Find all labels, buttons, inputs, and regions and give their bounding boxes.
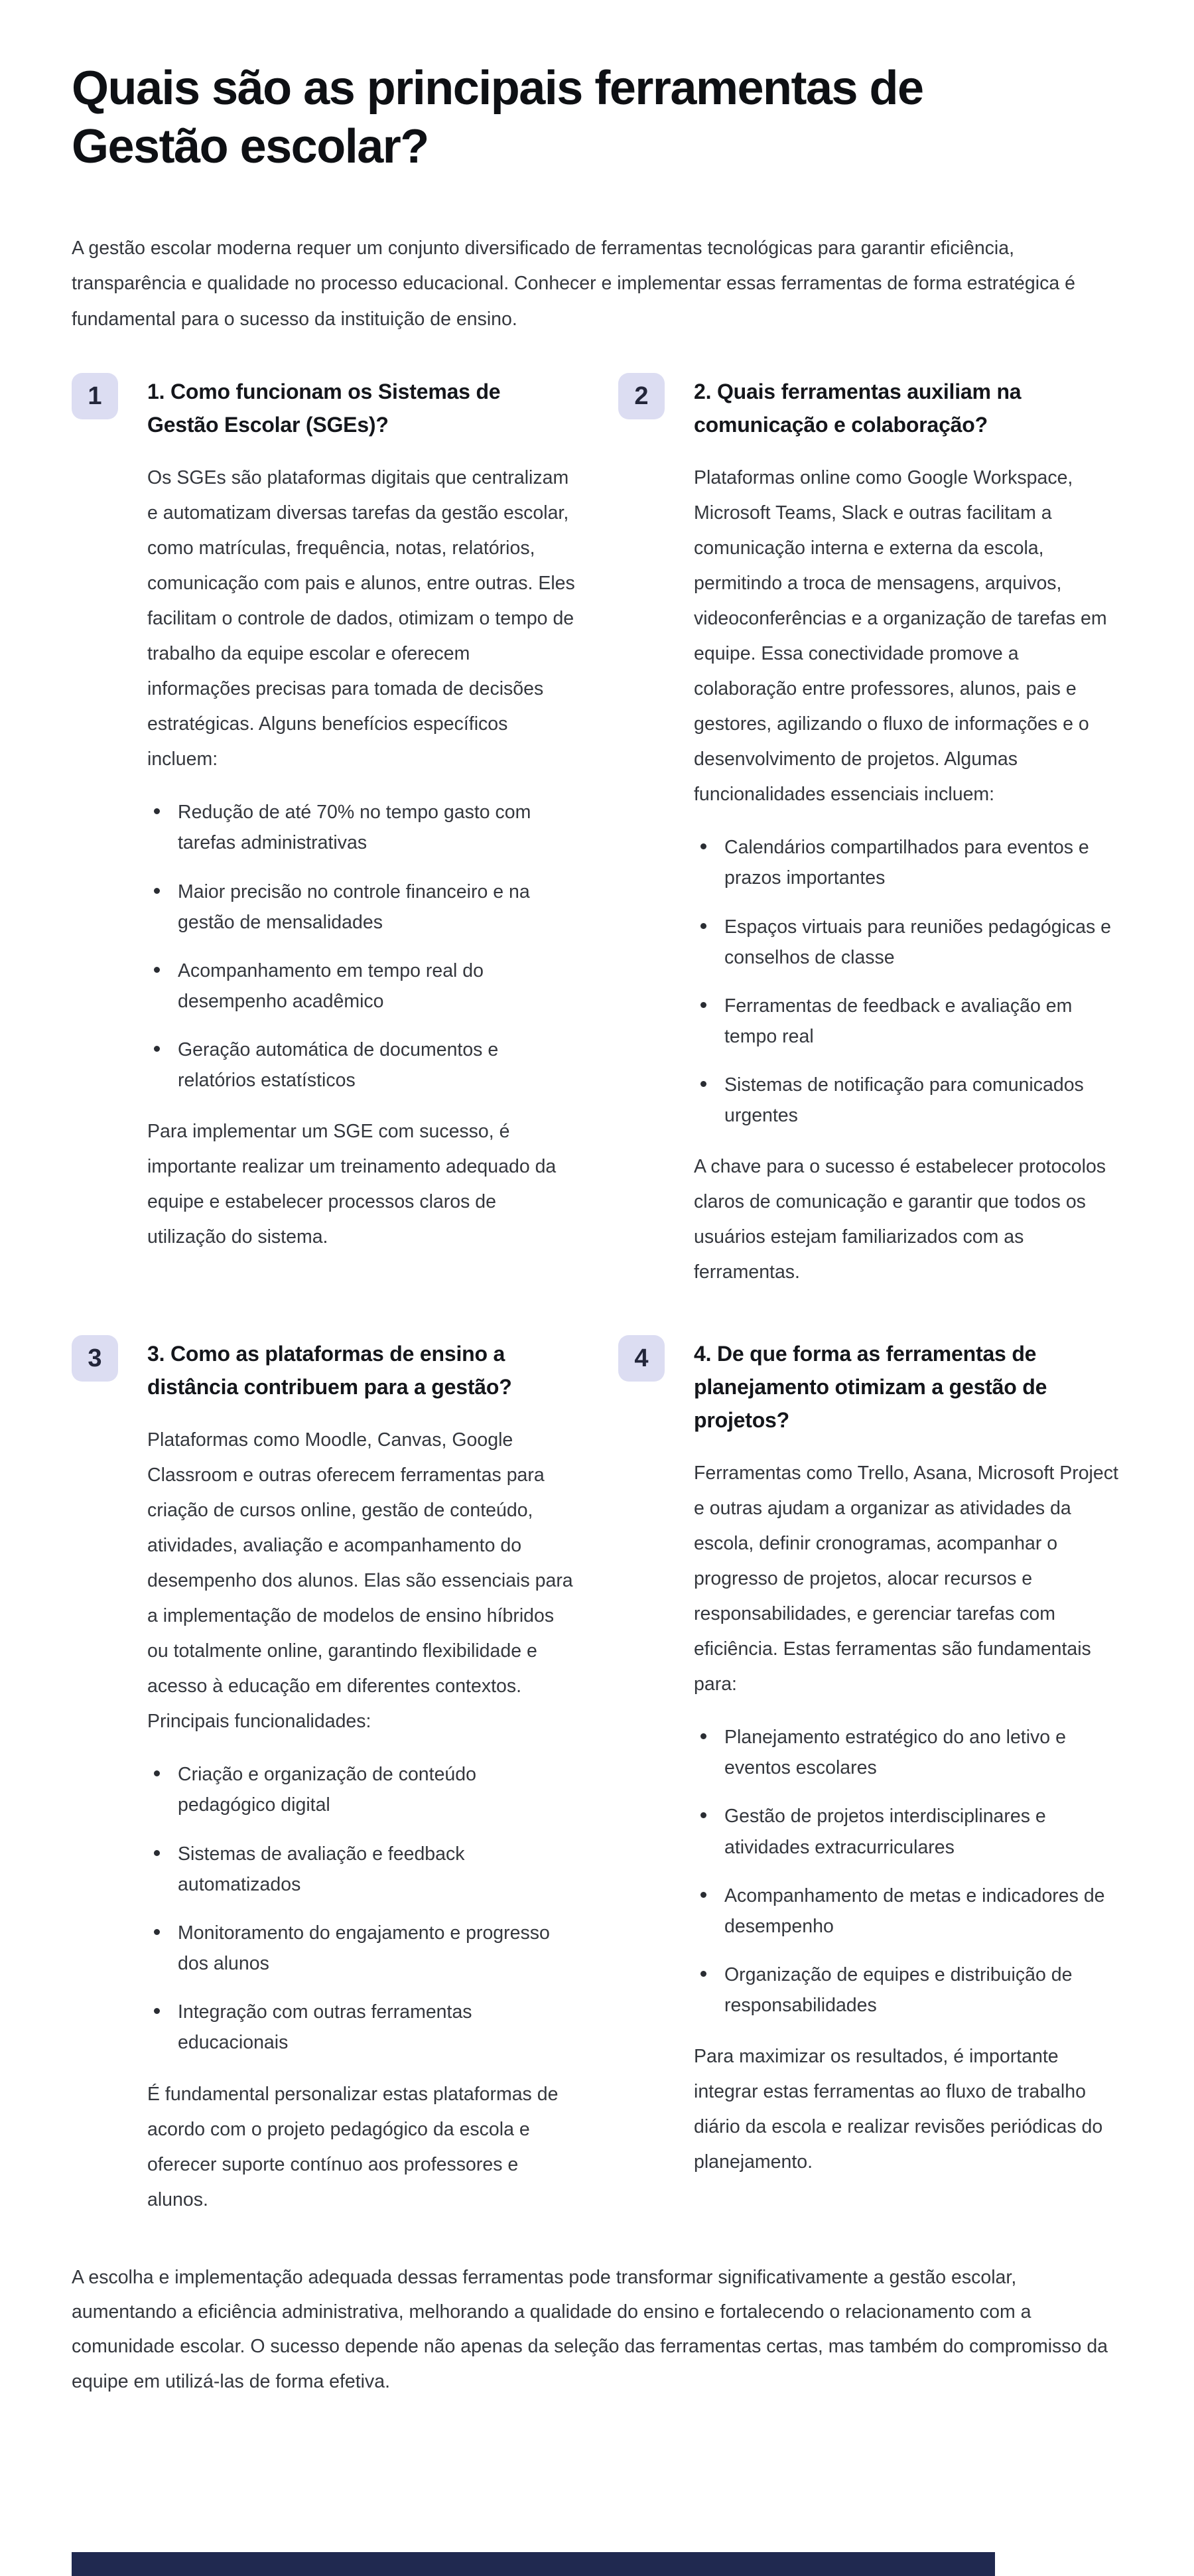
bullet-dot <box>154 2008 160 2014</box>
list-item <box>694 991 1122 1052</box>
section-1-closing: Para implementar um SGE com sucesso, é importante realizar um treinamento adequado da equipe e estabelecer processos claros de utilização do sistema. <box>147 1121 557 1248</box>
list-item <box>147 797 575 858</box>
section-4-closing: Para maximizar os resultados, é importante integrar estas ferramentas ao fluxo de trabalho diário da escola e realizar revisões periódicas do planejamento. <box>694 2046 1103 2173</box>
section-2-bullet-list <box>694 832 1122 1131</box>
section-2-closing: A chave para o sucesso é estabelecer protocolos claros de comunicação e garantir que todos os usuários estejam familiarizados com as ferramentas. <box>694 1156 1106 1283</box>
list-item <box>694 832 1122 893</box>
list-item <box>694 912 1122 973</box>
bullet-dot <box>700 1002 706 1008</box>
list-item <box>694 1801 1122 1862</box>
list-item-text: Acompanhamento de metas e indicadores de desempenho <box>724 1885 1105 1937</box>
list-item-text: Planejamento estratégico do ano letivo e eventos escolares <box>724 1727 1066 1779</box>
section-3 <box>72 1335 576 2217</box>
bullet-dot <box>154 808 160 814</box>
bullet-dot <box>154 1770 160 1776</box>
bullet-dot <box>154 1850 160 1856</box>
list-item <box>147 956 575 1017</box>
list-item-text: Acompanhamento em tempo real do desempenho acadêmico <box>178 960 484 1012</box>
intro-paragraph: A gestão escolar moderna requer um conjunto diversificado de ferramentas tecnológicas para garantir eficiência, transparência e qualidade no processo educacional. Conhecer e implementar essas ferramentas de forma estratégica é fundamental para o sucesso da instituição de ensino. <box>72 237 1075 330</box>
bullet-dot <box>700 1733 706 1739</box>
bullet-dot <box>154 888 160 894</box>
section-3-number-badge: 3 <box>72 1335 118 1382</box>
list-item-text: Maior precisão no controle financeiro e na gestão de mensalidades <box>178 881 530 933</box>
page-title: Quais são as principais ferramentas de Gestão escolar? <box>72 62 923 173</box>
bullet-dot <box>154 967 160 973</box>
list-item-text: Ferramentas de feedback e avaliação em tempo real <box>724 995 1073 1047</box>
list-item-text: Organização de equipes e distribuição de responsabilidades <box>724 1964 1073 2017</box>
list-item-text: Espaços virtuais para reuniões pedagógicas e conselhos de classe <box>724 916 1112 968</box>
footer-bar <box>72 2552 995 2576</box>
section-1-heading: 1. Como funcionam os Sistemas de Gestão Escolar (SGEs)? <box>147 380 501 437</box>
list-item-text: Calendários compartilhados para eventos e prazos importantes <box>724 837 1089 889</box>
bullet-dot <box>154 1046 160 1052</box>
list-item-text: Sistemas de notificação para comunicados urgentes <box>724 1074 1084 1127</box>
section-2-number-badge: 2 <box>618 373 665 419</box>
section-4-number-badge: 4 <box>618 1335 665 1382</box>
list-item <box>147 1997 575 2058</box>
section-4-heading: 4. De que forma as ferramentas de planejamento otimizam a gestão de projetos? <box>694 1342 1047 1433</box>
bullet-dot <box>700 843 706 849</box>
list-item <box>147 1759 575 1820</box>
bullet-dot <box>700 1971 706 1977</box>
section-1 <box>72 373 576 1255</box>
list-item-text: Criação e organização de conteúdo pedagógico digital <box>178 1764 476 1816</box>
section-1-number-badge: 1 <box>72 373 118 419</box>
bullet-dot <box>700 1812 706 1818</box>
list-item-text: Sistemas de avaliação e feedback automatizados <box>178 1843 465 1895</box>
list-item <box>694 1960 1122 2021</box>
bullet-dot <box>700 1892 706 1898</box>
bullet-dot <box>700 923 706 929</box>
section-2 <box>618 373 1122 1290</box>
section-1-content <box>147 373 576 1255</box>
list-item-text: Gestão de projetos interdisciplinares e atividades extracurriculares <box>724 1806 1046 1858</box>
list-item <box>694 1070 1122 1131</box>
section-4-content <box>694 1335 1122 2180</box>
bullet-dot <box>700 1081 706 1087</box>
section-2-content <box>694 373 1122 1290</box>
section-3-closing: É fundamental personalizar estas plataformas de acordo com o projeto pedagógico da escola e oferecer suporte contínuo aos professores e alunos. <box>147 2083 559 2210</box>
list-item-text: Integração com outras ferramentas educacionais <box>178 2001 472 2054</box>
list-item <box>147 1035 575 1096</box>
section-3-body: Plataformas como Moodle, Canvas, Google Classroom e outras oferecem ferramentas para criação de cursos online, gestão de conteúdo, atividades, avaliação e acompanhamento do desempenho dos alunos. Elas são essenciais para a implementação de modelos de ensino híbridos ou totalmente online, garantindo flexibilidade e acesso à educação em diferentes contextos. Principais funcionalidades: <box>147 1429 573 1733</box>
section-3-bullet-list <box>147 1759 575 2058</box>
section-3-heading: 3. Como as plataformas de ensino a distância contribuem para a gestão? <box>147 1342 512 1399</box>
list-item <box>694 1881 1122 1942</box>
list-item-text: Geração automática de documentos e relatórios estatísticos <box>178 1039 499 1092</box>
section-1-body: Os SGEs são plataformas digitais que centralizam e automatizam diversas tarefas da gestão escolar, como matrículas, frequência, notas, relatórios, comunicação com pais e alunos, entre outras. Eles facilitam o controle de dados, otimizam o tempo de trabalho da equipe escolar e oferecem informações precisas para tomada de decisões estratégicas. Alguns benefícios específicos incluem: <box>147 467 575 770</box>
section-2-body: Plataformas online como Google Workspace, Microsoft Teams, Slack e outras facilitam a comunicação interna e externa da escola, permitindo a troca de mensagens, arquivos, videoconferências e a organização de tarefas em equipe. Essa conectividade promove a colaboração entre professores, alunos, pais e gestores, agilizando o fluxo de informações e o desenvolvimento de projetos. Algumas funcionalidades essenciais incluem: <box>694 467 1107 806</box>
section-1-bullet-list <box>147 797 575 1096</box>
list-item <box>147 1918 575 1979</box>
section-2-heading: 2. Quais ferramentas auxiliam na comunicação e colaboração? <box>694 380 1022 437</box>
section-4 <box>618 1335 1122 2180</box>
section-4-bullet-list <box>694 1722 1122 2021</box>
list-item-text: Redução de até 70% no tempo gasto com tarefas administrativas <box>178 802 531 854</box>
list-item <box>147 1839 575 1900</box>
list-item <box>694 1722 1122 1783</box>
list-item-text: Monitoramento do engajamento e progresso dos alunos <box>178 1922 550 1975</box>
section-3-content <box>147 1335 576 2217</box>
section-4-body: Ferramentas como Trello, Asana, Microsoft Project e outras ajudam a organizar as atividades da escola, definir cronogramas, acompanhar o progresso de projetos, alocar recursos e responsabilidades, e gerenciar tarefas com eficiência. Estas ferramentas são fundamentais para: <box>694 1463 1118 1695</box>
bullet-dot <box>154 1929 160 1935</box>
sections-grid <box>72 373 1122 2217</box>
conclusion-paragraph: A escolha e implementação adequada dessas ferramentas pode transformar significativamente a gestão escolar, aumentando a eficiência administrativa, melhorando a qualidade do ensino e fortalecendo o relacionamento com a comunidade escolar. O sucesso depende não apenas da seleção das ferramentas certas, mas também do compromisso da equipe em utilizá-las de forma efetiva. <box>72 2266 1108 2392</box>
list-item <box>147 877 575 938</box>
